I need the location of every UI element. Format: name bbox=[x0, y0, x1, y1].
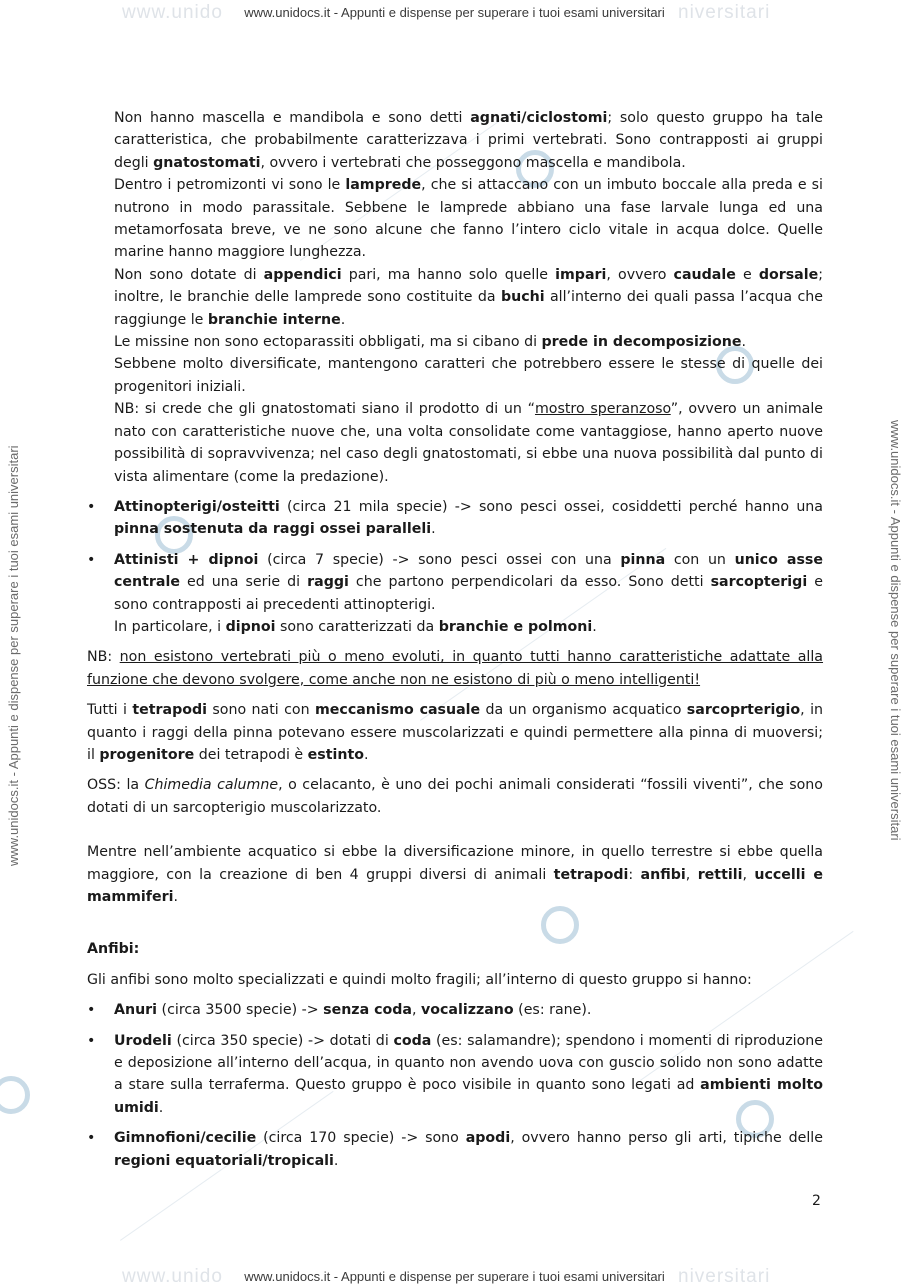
term: vocalizzano bbox=[421, 1002, 514, 1019]
document-body bbox=[87, 107, 823, 1172]
term: rettili bbox=[697, 866, 743, 883]
paragraph-dipnoi bbox=[87, 616, 823, 638]
watermark-ghost-text-left: www.unido bbox=[122, 2, 223, 23]
text: NB: si crede che gli gnatostomati siano il prodotto di un “ bbox=[114, 401, 535, 418]
text: . bbox=[431, 521, 436, 538]
text: (circa 7 specie) -> sono pesci ossei con una bbox=[258, 551, 621, 568]
term: sarcoprterigio bbox=[686, 702, 801, 719]
text: ”, ovvero un animale nato con caratteristiche nuove che, una volta consolidate come vantaggiose, hanno aperto nuove possibilità di sopravvivenza; nel caso degli gnatostomati, si ebbe una nuova possibilità dal punto di vista alimentare (come la predazione). bbox=[114, 401, 823, 485]
text: OSS: la bbox=[87, 777, 145, 794]
term: coda bbox=[393, 1032, 432, 1049]
term: caudale bbox=[673, 266, 736, 283]
text: . bbox=[340, 311, 346, 328]
term: pinna sostenuta da raggi ossei paralleli bbox=[114, 521, 432, 538]
text: Dentro i petromizonti vi sono le bbox=[114, 177, 346, 194]
text: , che si attaccano con un imbuto boccale alla preda e si nutrono in modo parassitale. Sebbene le lamprede abbiano una fase larvale lunga ed una metamorfosata breve, ve ne sono alcune che fanno l’intero ciclo vitale in acqua dolce. Quelle marine hanno maggiore lunghezza. bbox=[114, 177, 824, 261]
term: impari bbox=[555, 266, 607, 283]
list-item-urodeli bbox=[87, 1030, 823, 1120]
term: Attinopterigi/osteitti bbox=[114, 498, 280, 515]
text: Non sono dotate di bbox=[114, 266, 264, 283]
paragraph-diversificazione bbox=[87, 841, 823, 908]
term: ambienti molto umidi bbox=[114, 1077, 823, 1116]
text: (es: salamandre); spendono i momenti di riproduzione e deposizione all’interno dell’acqua, in quanto non avendo uova con guscio solido non sono adatte a stare sulla terraferma. Questo gruppo è poco visibile in quanto sono legati ad bbox=[114, 1032, 823, 1094]
text-underlined: non esistono vertebrati più o meno evoluti, in quanto tutti hanno caratteristiche adattate alla funzione che devono svolgere, come anche non ne esistono di più o meno intelligenti! bbox=[87, 649, 824, 688]
text: Mentre nell’ambiente acquatico si ebbe la diversificazione minore, in quello terrestre si ebbe quella maggiore, con la creazione di ben 4 gruppi diversi di animali bbox=[87, 844, 823, 883]
text: (circa 21 mila specie) -> sono pesci ossei, cosiddetti perché hanno una bbox=[279, 498, 823, 515]
text: NB: bbox=[87, 649, 120, 666]
term: unico asse centrale bbox=[114, 551, 823, 591]
text: , ovvero i vertebrati che posseggono mascella e mandibola. bbox=[260, 154, 686, 171]
term-agnati: agnati/ciclostomi bbox=[470, 110, 608, 126]
paragraph-oss bbox=[87, 774, 823, 819]
watermark-ghost-text-bottom-left: www.unido bbox=[122, 1266, 223, 1287]
text: , bbox=[411, 1002, 421, 1019]
term: Gimnofioni/cecilie bbox=[114, 1130, 257, 1147]
term: tetrapodi bbox=[553, 866, 629, 883]
term: raggi bbox=[307, 574, 349, 591]
paragraph-missine bbox=[87, 331, 823, 353]
text: , bbox=[742, 866, 755, 883]
term: tetrapodi bbox=[132, 702, 207, 719]
page-number: 2 bbox=[812, 1193, 821, 1209]
text: all’interno dei quali passa l’acqua che raggiunge le bbox=[114, 289, 824, 328]
text: e sono contrapposti ai precedenti attinopterigi. bbox=[114, 574, 823, 613]
term: Anuri bbox=[114, 1002, 158, 1019]
term: apodi bbox=[465, 1130, 511, 1147]
watermark-header: www.unidocs.it - Appunti e dispense per superare i tuoi esami universitari bbox=[244, 5, 665, 20]
paragraph-agnati bbox=[87, 107, 823, 174]
text: dei tetrapodi è bbox=[194, 746, 308, 763]
term-gnatostomati: gnatostomati bbox=[153, 154, 261, 171]
text: ; solo questo gruppo ha tale caratteristica, che probabilmente caratterizzava i primi vertebrati. Sono contrapposti ai gruppi degli bbox=[114, 110, 823, 171]
list-item-attinopterigi bbox=[87, 496, 823, 541]
term: prede in decomposizione bbox=[541, 334, 742, 351]
paragraph-anfibi-intro: Gli anfibi sono molto specializzati e quindi molto fragili; all’interno di questo gruppo si hanno: bbox=[87, 971, 752, 988]
term: buchi bbox=[500, 289, 545, 306]
heading-text: Anfibi: bbox=[87, 941, 140, 958]
text: : bbox=[628, 866, 641, 883]
term: uccelli e mammiferi bbox=[87, 866, 823, 905]
term: branchie interne bbox=[207, 311, 341, 328]
list-item-anuri bbox=[87, 999, 823, 1021]
text: (circa 350 specie) -> dotati di bbox=[171, 1032, 394, 1049]
term: anfibi bbox=[640, 866, 686, 883]
text: (es: rane). bbox=[513, 1002, 592, 1019]
species-name: Chimedia calumne bbox=[144, 777, 279, 794]
text: In particolare, i bbox=[114, 618, 226, 635]
text: , ovvero hanno perso gli arti, tipiche delle bbox=[510, 1130, 823, 1147]
watermark-footer: www.unidocs.it - Appunti e dispense per superare i tuoi esami universitari bbox=[244, 1269, 665, 1284]
text: Tutti i bbox=[87, 702, 133, 719]
text: . bbox=[333, 1152, 339, 1169]
term: branchie e polmoni bbox=[438, 618, 593, 635]
term: sarcopterigi bbox=[710, 574, 808, 591]
text: e bbox=[735, 266, 759, 283]
paragraph-nb-mostro bbox=[87, 398, 823, 488]
text: , bbox=[685, 866, 698, 883]
paragraph-appendici bbox=[87, 264, 823, 331]
text: . bbox=[158, 1099, 164, 1116]
text: con un bbox=[665, 551, 735, 568]
watermark-ghost-text-bottom-right: niversitari bbox=[678, 1266, 771, 1287]
paragraph-nb-evoluti bbox=[87, 646, 823, 691]
paragraph-lamprede bbox=[87, 174, 823, 264]
watermark-side-left: www.unidocs.it - Appunti e dispense per superare i tuoi esami universitari bbox=[6, 445, 21, 866]
text: . bbox=[592, 618, 597, 635]
term: appendici bbox=[263, 266, 342, 283]
text: pari, ma hanno solo quelle bbox=[341, 266, 556, 283]
watermark-ghost-text-right: niversitari bbox=[678, 2, 771, 23]
term: senza coda bbox=[323, 1002, 412, 1019]
text: sono caratterizzati da bbox=[275, 618, 439, 635]
watermark-side-right: www.unidocs.it - Appunti e dispense per superare i tuoi esami universitari bbox=[888, 420, 903, 841]
text: . bbox=[173, 889, 178, 905]
text: Le missine non sono ectoparassiti obbligati, ma si cibano di bbox=[114, 334, 542, 351]
text: ed una serie di bbox=[179, 574, 308, 591]
term: regioni equatoriali/tropicali bbox=[114, 1152, 334, 1169]
term-underlined: mostro speranzoso bbox=[534, 401, 671, 418]
paragraph-diversificate: Sebbene molto diversificate, mantengono caratteri che potrebbero essere le stesse di quelle dei progenitori iniziali. bbox=[114, 356, 823, 395]
term-lamprede: lamprede bbox=[345, 177, 422, 194]
text: . bbox=[741, 334, 746, 351]
list-item-gimnofioni bbox=[87, 1127, 823, 1172]
term: dipnoi bbox=[225, 618, 276, 635]
term: pinna bbox=[620, 551, 666, 568]
text: , in quanto i raggi della pinna potevano essere muscolarizzati e quindi permettere alla pinna di muoversi; il bbox=[87, 702, 823, 763]
text: (circa 3500 specie) -> bbox=[157, 1002, 324, 1019]
text: , ovvero bbox=[606, 266, 674, 283]
text: (circa 170 specie) -> sono bbox=[256, 1130, 466, 1147]
unidocs-logo-watermark-icon bbox=[0, 1076, 30, 1114]
text: che partono perpendicolari da esso. Sono detti bbox=[348, 574, 711, 591]
text: da un organismo acquatico bbox=[480, 702, 687, 719]
list-item-attinisti bbox=[87, 549, 823, 616]
term: meccanismo casuale bbox=[315, 702, 481, 719]
text: ; inoltre, le branchie delle lamprede sono costituite da bbox=[114, 266, 823, 306]
text: Non hanno mascella e mandibola e sono detti bbox=[114, 110, 471, 126]
section-heading-anfibi bbox=[87, 938, 823, 960]
text: sono nati con bbox=[207, 702, 315, 719]
term: Urodeli bbox=[114, 1032, 172, 1049]
paragraph-tetrapodi bbox=[87, 699, 823, 766]
term: progenitore bbox=[99, 746, 195, 763]
text: , o celacanto, è uno dei pochi animali considerati “fossili viventi”, che sono dotati di un sarcopterigio muscolarizzato. bbox=[87, 777, 823, 816]
term: Attinisti + dipnoi bbox=[114, 551, 259, 568]
text: . bbox=[364, 746, 369, 763]
term: estinto bbox=[307, 746, 365, 763]
term: dorsale bbox=[758, 266, 819, 283]
